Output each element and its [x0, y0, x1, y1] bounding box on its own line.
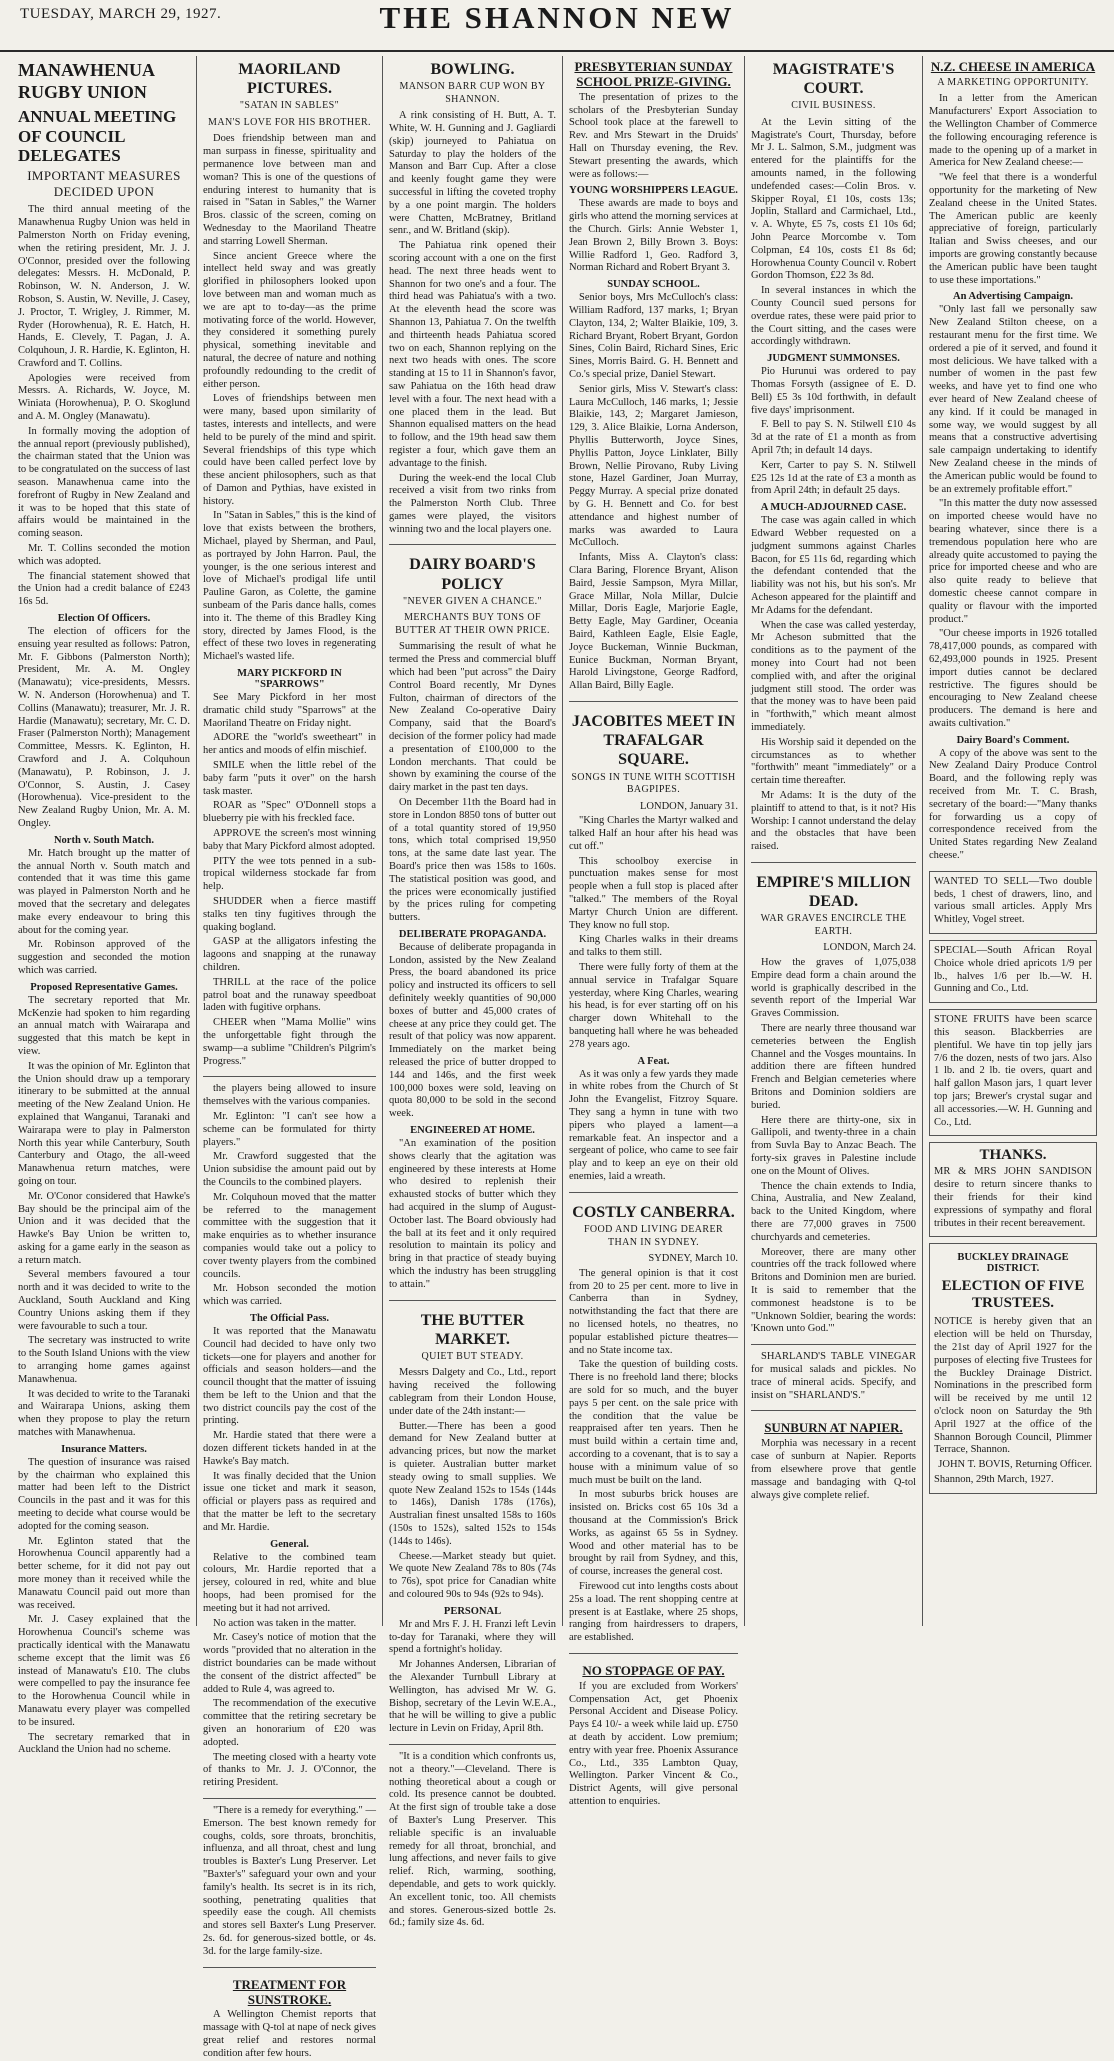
paragraph: Morphia was necessary in a recent case of sunburn at Napier. Reports from elsewhere prove that gentle massage and bandaging with Q-tol always give complete relief. — [751, 1438, 916, 1501]
paragraph: Kerr, Carter to pay S. N. Stilwell £25 12s 1d at the rate of £3 a month as from April 24th; in default 25 days. — [751, 459, 916, 497]
paragraph: The recommendation of the executive committee that the retiring secretary be given an honorarium of £20 was adopted. — [203, 1698, 376, 1748]
paragraph: Mr. Crawford suggested that the Union subsidise the amount paid out by the Councils to the combined players. — [203, 1151, 376, 1188]
rugby-union-article — [18, 60, 190, 1757]
column-2 — [197, 56, 383, 2059]
notice-signature: JOHN T. BOVIS, Returning Officer. — [938, 1459, 1092, 1471]
headline: JACOBITES MEET IN TRAFALGAR SQUARE. — [571, 712, 736, 769]
deck: "SATAN IN SABLES" — [239, 100, 340, 112]
column-1 — [12, 56, 197, 1756]
column-5 — [745, 56, 923, 1626]
classified-special-apricots — [929, 940, 1097, 1003]
paragraph: A copy of the above was sent to the New Zealand Dairy Produce Control Board, and the following reply was received from Mr. T. C. Brash, secretary of the board:—"Many thanks for forwarding us a copy of correspondence received from the United States regarding New Zealand cheese." — [929, 747, 1097, 862]
deck: MANSON BARR CUP WON BY SHANNON. — [399, 81, 546, 105]
paragraph: Mr. J. Casey explained that the Horowhenua Council's scheme was practically identical with the Manawatu scheme except that the limit was £6 instead of Manawatu's £10. The clubs were compelled to pay the insurance fee to the Horowhenua Council while in Manawatu every player was compelled to be insured. — [18, 1614, 190, 1728]
paragraph: It was decided to write to the Taranaki and Wairarapa Unions, asking them when they propose to play the return matches with Manawhenua. — [18, 1388, 190, 1439]
sunstroke-article — [203, 1967, 376, 2061]
section-heading: An Advertising Campaign. — [953, 291, 1073, 303]
paragraph: Infants, Miss A. Clayton's class: Clara Baring, Florence Bryant, Alison Baird, Jessie Sampson, Myra Millar, Grace Millar, Nola Millar, Dulcie Millar, Doris Eagle, Marjorie Eagle, Betty Eagle, May Gardiner, Oceania Baird, Kathleen Eagle, Elsie Eagle, Joyce Buckeman, Winnie Buckman, Eunice Buckman, Norman Bryant, Harold Livingstone, George Radford, Allan Baird, Billy Eagle. — [569, 552, 738, 692]
sunday-school-article — [569, 60, 738, 693]
deck: QUIET BUT STEADY. — [421, 1350, 524, 1362]
paragraph: Moreover, there are many other countries off the track followed where Britons and Dominion men are buried. It is said to remember that the commonest headstone is to be "Unknown Soldier, bearing the words: 'Known unto God.'" — [751, 1246, 916, 1335]
war-graves-article — [751, 862, 916, 1336]
paragraph: The question of insurance was raised by the chairman who explained this matter had been left to the District Councils in the past and it was for this meeting to decide what course would be adopted for the coming season. — [18, 1456, 190, 1532]
paragraph: It was the opinion of Mr. Eglinton that the Union should draw up a temporary itinerary to be submitted at the annual meeting of the New Zealand Union. He explained that Wanganui, Taranaki and Wairarapa were to play in Palmerston North this year while Canterbury, South Canterbury and Otago, the all-weed Manawhenua return matches, were going on tour. — [18, 1060, 190, 1187]
headline: BOWLING. — [430, 61, 515, 78]
baxters-advertisement — [389, 1744, 556, 1930]
paragraph: "In this matter the duty now assessed on imported cheese would have no bearing whatever, since there is a tremendous population here who are already quite accustomed to paying the price for imported cheese and who are also quite ready to believe that domestic cheese cannot compare in quality or flavour with the imported product." — [929, 498, 1097, 625]
section-heading: DELIBERATE PROPAGANDA. — [398, 928, 547, 940]
paragraph: Several members favoured a tour north and it was decided to write to the Auckland, South Auckland and King Country Unions asking them if they were favourable to such a tour. — [18, 1269, 190, 1332]
cheese-america-article — [929, 60, 1097, 863]
paragraph: Mr. Eglinton stated that the Horowhenua Council apparently had a better scheme, for it did not pay out more money than it received while the Manawatu Council paid out more than was received. — [18, 1535, 190, 1611]
paragraph: The secretary was instructed to write to the South Island Unions with the view to arranging home games against Manawhenua. — [18, 1335, 190, 1385]
column-6 — [923, 56, 1103, 1626]
paragraph: Because of deliberate propaganda in London, assisted by the New Zealand Press, the board abandoned its price policy and instructed its officers to sell definitely weekly quantities of 90,000 boxes of butter and 45,000 crates of cheese at any price they could get. The result of that policy was now apparent. Immediately on the market being released the price of butter dropped to 144 and 146s, and the first week 100,000 boxes were sold, leaving on quota 80,000 to be sold in the second week. — [389, 941, 556, 1120]
paragraph: Mr. Casey's notice of motion that the words "provided that no alteration in the district boundaries can be made without the consent of the district affected" be added to Rule 4, was agreed to. — [203, 1632, 376, 1695]
butter-market-article — [389, 1300, 556, 1736]
paragraph: In "Satan in Sables," this is the kind of love that exists between the brothers, Michael, played by Sherman, and Paul, as portrayed by John Harron. Paul, the younger, is the one serious interest and love of Michael's prodigal life until Pauline Garon, as Colette, the gamine sunbeam of the Paris dance halls, comes into it. The theme of this Bradley King story, directed by James Flood, is the effect of these two loves in regenerating Michael's wasted life. — [203, 510, 376, 663]
section-heading: North v. South Match. — [53, 834, 155, 846]
paragraph: It was finally decided that the Union issue one ticket and mark it season, official or players pass as required and that the matter be left to the secretary and Mr. Hardie. — [203, 1470, 376, 1533]
magistrates-court-article — [751, 60, 916, 854]
paragraph: Mr and Mrs F. J. H. Franzi left Levin to-day for Taranaki, where they will spend a fortnight's holiday. — [389, 1618, 556, 1656]
paragraph: The Pahiatua rink opened their scoring account with a one on the first head. The next three heads went to Shannon for two one's and a four. The third head was Pahiatua's with a two. At the eleventh head the score was Shannon 13, Pahiatua 7. On the twelfth and thirteenth heads Pahiatua scored two on each, Shannon replying on the next two heads with ones. The score standing at 15 to 11 in Shannon's favor, saw Pahiatua on the 16th head draw level with a four. The next head with a one placed them in the lead. But Shannon equalised matters on the head to follow, and the 19th head saw them register a four, which gave them an advantage to the finish. — [389, 240, 556, 469]
sunburn-article — [751, 1410, 916, 1502]
deck: CIVIL BUSINESS. — [791, 100, 876, 112]
paragraph: Loves of friendships between men were many, based upon similarity of tastes, interests and intellects, and were held to be purely of the mind and spirit. Several friendships of this type which could have been called perfect love by these ancient philosophers, such as that of Damon and Pythias, have existed in history. — [203, 393, 376, 507]
paragraph: The third annual meeting of the Manawhenua Rugby Union was held in Palmerston North on Friday evening, when the retiring president, Mr. J. J. O'Connor, presided over the following delegates: Messrs. H. McDonald, P. Robinson, W. N. Anderson, J. W. Robson, S. Austin, W. Neville, J. Casey, J. Proctor, T. Wrigley, J. Rimmer, M. Ryder (Horowhenua), R. E. Hatch, H. Hands, E. Clevely, T. Pagan, J. A. Colquhoun, J. R. Hardie, K. Eglinton, H. Crawford and T. Collins. — [18, 204, 190, 369]
paragraph: The election of officers for the ensuing year resulted as follows: Patron, Mr. F. Gibbons (Palmerston North); President, Mr. A. M. Ongley (Manawatu); vice-presidents, Messrs. W. N. Anderson (Horowhenua) and T. Collins (Manawatu); treasurer, Mr. J. R. Hardie (Manawatu); secretary, Mr. C. D. Fraser (Palmerston North); Management Committee, Messrs. K. Eglinton, H. Crawford and J. A. Colquhoun (Manawatu), P. Robinson, J. J. O'Connor, S. Austin, J. Casey (Horowhenua). Vice-president to the New Zealand Rugby Union, Mr. A. M. Ongley. — [18, 626, 190, 829]
paragraph: On December 11th the Board had in store in London 8850 tons of butter out of a total quantity stored of 19,950 tons, which total comprised 19,950 tons, at the same date last year. The Board's price then was 158s to 160s. The statistical position was good, and the prices were economically justified by the prices ruling for competing butters. — [389, 796, 556, 924]
deck: IMPORTANT MEASURES DECIDED UPON — [27, 167, 181, 200]
paragraph: Since ancient Greece where the intellect held sway and was greatly glorified in philosophers looked upon love between man and woman much as we are apt to to-day—as the prime motivating force of the world. However, they considered it something purely physical, something inevitable and natural, the decree of nature and nothing profoundly redounding to the credit of either person. — [203, 250, 376, 390]
paragraph: PITY the wee tots penned in a sub-tropical wilderness stockade far from help. — [203, 855, 376, 893]
deck: "NEVER GIVEN A CHANCE." — [402, 595, 543, 607]
paragraph: Thence the chain extends to India, China, Australia, and New Zealand, back to the United Kingdom, where there are 77,000 graves in 7500 churchyards and cemeteries. — [751, 1180, 916, 1243]
classified-wanted-to-sell — [929, 871, 1097, 934]
notice-title: THANKS. — [979, 1147, 1047, 1164]
dateline: SYDNEY, March 10. — [648, 1253, 738, 1264]
dairy-board-article — [389, 544, 556, 1291]
deck: A MARKETING OPPORTUNITY. — [937, 76, 1089, 88]
paragraph: SHUDDER when a fierce mastiff stalks ten tiny fugitives through the quaking bogland. — [203, 896, 376, 933]
paragraph: "Only last fall we personally saw New Zealand Stilton cheese, on a restaurant menu for the first time. We ordered a pie of it served, and found it most delicious. We have talked with a number of women in the past few weeks, and have yet to find one who ever heard of New Zealand cheese of any kind. If it could be managed in some way, we would suggest by all means that a constructive advertising sale campaign undertaking to identify New Zealand cheese in the minds of the American public would be found to be an extremely profitable effort." — [929, 304, 1097, 495]
paragraph: Mr Adams: It is the duty of the plaintiff to attend to that, is it not? His Worship: I cannot understand the delay and the obstacles that have been raised. — [751, 789, 916, 853]
paragraph: Take the question of building costs. There is no freehold land there; blocks are sold for so much, and the buyer pays 5 per cent. on the sale price with the condition that the value be reappraised after ten years. Then he must build within a certain time and, according to a covenant, that is to say a house with a minimum value of so much must be built on the land. — [569, 1359, 738, 1486]
paragraph: F. Bell to pay S. N. Stilwell £10 4s 3d at the rate of £1 a month as from April 7th; in default 14 days. — [751, 419, 916, 456]
paragraph: There were fully forty of them at the annual service in Trafalgar Square yesterday, where King Charles, wearing his head, is for ever starting off on his charger down Whitehall to the banqueting hall where he was beheaded 278 years ago. — [569, 962, 738, 1050]
paragraph: In most suburbs brick houses are insisted on. Bricks cost 65 10s 3d a thousand at the Commission's Brick Works, as against 65 5s in Sydney. Wood and other material has to be brought by rail from Sydney, and this, of course, increases the general cost. — [569, 1489, 738, 1578]
paragraph: The secretary reported that Mr. McKenzie had spoken to him regarding an annual match with Wairarapa and suggested that this match be kept in view. — [18, 994, 190, 1057]
baxters-advertisement — [203, 1798, 376, 1959]
notice-title: ELECTION OF FIVE TRUSTEES. — [941, 1278, 1085, 1312]
deck: FOOD AND LIVING DEARER THAN IN SYDNEY. — [583, 1224, 724, 1248]
paragraph: "Our cheese imports in 1926 totalled 78,417,000 pounds, as compared with 62,493,000 pounds in 1925. Present import duties cannot be declared restrictive. The figures should be encouraging to New Zealand cheese producers. The demand is here and awaits cultivation." — [929, 628, 1097, 729]
paragraph: Senior boys, Mrs McCulloch's class: William Radford, 137 marks, 1; Bryan Clayton, 134, 2; Walter Blaikie, 109, 3. Richard Bryant, Robert Bryant, Gordon Sines, Colin Baird, Richard Sines, Eric Sines, Morris Baird. G. H. Bennett and Co.'s special prize, Daniel Stewart. — [569, 292, 738, 381]
paragraph: Here there are thirty-one, six in Gallipoli, and twenty-three in a chain from Suvla Bay to Anzac Beach. The forty-six graves in Palestine include one on the Mount of Olives. — [751, 1114, 916, 1177]
paragraph: No action was taken in the matter. — [213, 1617, 357, 1629]
paragraph: In formally moving the adoption of the annual report (previously published), the chairman stated that the Union was to be congratulated on the success of last season. Manawhenua came into the forefront of Rugby in New Zealand and it was to be hoped that this state of affairs would be maintained in the coming season. — [18, 425, 190, 540]
headline: MANAWHENUA RUGBY UNION — [18, 60, 155, 102]
newspaper-title: THE SHANNON NEW — [379, 0, 735, 35]
thanks-notice — [929, 1142, 1097, 1237]
section-heading: YOUNG WORSHIPPERS LEAGUE. — [569, 185, 738, 197]
deck: WAR GRAVES ENCIRCLE THE EARTH. — [760, 913, 907, 937]
deck: SONGS IN TUNE WITH SCOTTISH BAGPIPES. — [571, 771, 736, 795]
paragraph: The general opinion is that it cost from 20 to 25 per cent. more to live in Canberra than in Sydney, notwithstanding the fact that there are no licensed hotels, no theatres, no popular established picture theatres—and no State income tax. — [569, 1267, 738, 1356]
dateline: LONDON, January 31. — [640, 800, 738, 812]
paragraph: During the week-end the local Club received a visit from two rinks from the Palmerston North Club. Three games were played, the visitors winning two and the local players one. — [389, 472, 556, 535]
paragraph: ROAR as "Spec" O'Donnell stops a blueberry pie with his freckled face. — [203, 800, 376, 825]
paragraph: At the Levin sitting of the Magistrate's Court, Thursday, before Mr J. L. Salmon, S.M., judgment was entered for the plaintiffs for the amounts named, in the following undefended cases:—Colin Bros. v. Skipper Royal, £1 10s, costs 13s; Joplin, Stallard and Carmichael, Ltd., v. A. Whyte, £5 7s, costs £1 10s 6d; John Pearce Morcombe v. Tom Colpman, £4 10s, costs £1 8s 6d; Horowhenua County Council v. Robert Gordon Thomson, £22 3s 8d. — [751, 116, 916, 282]
paragraph: "We feel that there is a wonderful opportunity for the marketing of New Zealand cheese in the United States. The American public are keenly appreciative of foreign, particularly Italian and Swiss cheeses, and our imports are growing constantly because the American public have been taught to use these importations." — [929, 172, 1097, 286]
headline: PRESBYTERIAN SUNDAY SCHOOL PRIZE-GIVING. — [574, 59, 733, 89]
paragraph: CHEER when "Mama Mollie" wins the unforgettable fight through the swamp—a sublime "Children's Pilgrim's Progress." — [203, 1017, 376, 1067]
paragraph: Firewood cut into lengths costs about 25s a load. The rent shopping centre at present is at Eastlake, where 25 shops, ranging from hairdressers to drapers, are established. — [569, 1580, 738, 1644]
rugby-continued-article — [203, 1076, 376, 1790]
paragraph: Mr. Hobson seconded the motion which was carried. — [203, 1283, 376, 1308]
paragraph: ADORE the "world's sweetheart" in her antics and moods of elfin mischief. — [203, 732, 376, 757]
paragraph: SMILE when the little rebel of the baby farm "puts it over" on the harsh task master. — [203, 760, 376, 797]
section-heading: JUDGMENT SUMMONSES. — [767, 353, 900, 365]
paragraph: Messrs Dalgety and Co., Ltd., report having received the following cablegram from their London House, under date of the 24th instant:— — [389, 1367, 556, 1417]
paragraph: Mr. Hardie stated that there were a dozen different tickets handed in at the Hawke's Bay match. — [203, 1430, 376, 1467]
paragraph: Mr. Robinson approved of the suggestion and seconded the motion which was carried. — [18, 939, 190, 976]
paragraph: the players being allowed to insure themselves with the various companies. — [203, 1083, 376, 1108]
paragraph: Butter.—There has been a good demand for New Zealand butter at advancing prices, but now the market is quieter. Australian butter market steady owing to small supplies. We quote New Zealand 152s to 154s (144s to 146s), Danish 178s (176s), Australian finest unsalted 158s to 160s (150s to 152s), salted 152s to 154s (144s to 146s). — [389, 1420, 556, 1547]
headline: TREATMENT FOR SUNSTROKE. — [232, 1976, 347, 2007]
headline: MAORILAND PICTURES. — [238, 61, 341, 98]
notice-text: MR & MRS JOHN SANDISON desire to return sincere thanks to their friends for their kind expressions of sympathy and floral tributes in their recent bereavement. — [934, 1166, 1092, 1229]
canberra-article — [569, 1192, 738, 1645]
section-heading: Insurance Matters. — [61, 1443, 147, 1455]
headline: EMPIRE'S MILLION DEAD. — [756, 873, 911, 911]
paragraph: See Mary Pickford in her most dramatic child study "Sparrows" at the Maoriland Theatre on Friday night. — [203, 692, 376, 729]
paragraph: Senior girls, Miss V. Stewart's class: Laura McCulloch, 146 marks, 1; Jessie Blaikie, 143, 2; Margaret Jamieson, 129, 3. Alice Blaikie, Lorna Anderson, Phyllis Butterworth, Joyce Sines, Phyllis Patton, Joyce Linklater, Billy Brown, Nellie Pirovano, Ruby Living stone, Hazel Gardiner, Joan Murray, Peggy Murray. A special prize donated by G. H. Bennett and Co. for best attendance and highest number of marks was awarded to Laura McCulloch. — [569, 383, 738, 549]
paragraph: A Wellington Chemist reports that massage with Q-tol at nape of neck gives great relief and restores normal condition after few hours. — [203, 2009, 376, 2059]
paragraph: GASP at the alligators infesting the lagoons and snapping at the runaway children. — [203, 936, 376, 973]
paragraph: Mr. O'Conor considered that Hawke's Bay should be the principal aim of the Union and it was decided that the Hawke's Bay Union be written to, asking for a game early in the season as a return match. — [18, 1190, 190, 1266]
paragraph: Mr Johannes Andersen, Librarian of the Alexander Turnbull Library at Wellington, has advised Mr W. G. Bishop, secretary of the Levin W.E.A., that he will be willing to give a public lecture in Levin on Friday, April 8th. — [389, 1659, 556, 1735]
section-heading: Dairy Board's Comment. — [956, 734, 1070, 746]
headline: MAGISTRATE'S COURT. — [772, 61, 895, 98]
notice-date: Shannon, 29th March, 1927. — [934, 1473, 1054, 1485]
advertisement-text: If you are excluded from Workers' Compensation Act, get Phoenix Personal Accident and Disease Policy. Pays £4 10/- a week while laid up. £750 at death by accident. Low premium; entry with year free. Phoenix Assurance Co., Ltd., 335 Lambton Quay, Wellington. Parker Vincent & Co., District Agents, will give personal attention to enquiries. — [569, 1680, 738, 1808]
advertisement-text: "There is a remedy for everything." —Emerson. The best known remedy for coughs, colds, sore throats, bronchitis, influenza, and all throat, chest and lung troubles is Baxter's Lung Preserver. Let "Baxter's" safeguard your own and your family's health. Its secret is in its rich, soothing, penetrating qualities that speedily ease the cough. All chemists and stores sell Baxter's Lung Preserver. 2s. 6d. for generous-sized bottle, or 4s. 3d. for the large family-size. — [203, 1805, 376, 1957]
paragraph: King Charles walks in their dreams and talks to them still. — [569, 934, 738, 959]
section-heading: General. — [270, 1538, 309, 1550]
paragraph: It was reported that the Manawatu Council had decided to have only two tickets—one for players and another for officials and season holders—and the council thought that the matter of issuing them be left to the Union and that the two district councils pay the cost of the printing. — [203, 1325, 376, 1427]
paragraph: Mr. T. Collins seconded the motion which was adopted. — [18, 543, 190, 567]
paragraph: When the case was called yesterday, Mr Acheson submitted that the conditions as to the payment of the money into Court had not been complied with, and after the original judgment still stood. The order was that the money was to have been paid in "forthwith," which meant almost immediately. — [751, 619, 916, 733]
section-heading: The Official Pass. — [249, 1312, 330, 1324]
paragraph: Mr. Eglinton: "I can't see how a scheme can be formulated for thirty players." — [203, 1110, 376, 1148]
column-4 — [563, 56, 745, 1808]
headline: NO STOPPAGE OF PAY. — [582, 1662, 725, 1678]
paragraph: Mr. Hatch brought up the matter of the annual North v. South match and contended that it was time this game was played in Palmerston North and he moved that the secretary and delegates make every endeavour to bring this about for the coming year. — [18, 847, 190, 936]
sharlands-advertisement — [751, 1344, 916, 1402]
advertisement-text: SHARLAND'S TABLE VINEGAR for musical salads and pickles. No trace of mineral acids. Specify, and insist on "SHARLAND'S." — [751, 1351, 916, 1401]
paragraph: This schoolboy exercise in punctuation makes sense for most people when a full stop is placed after "talked." The members of the Royal Martyr Church Union are different. They know no full stop. — [569, 855, 738, 931]
paragraph: In several instances in which the County Council sued persons for overdue rates, these were paid prior to the Court sitting, and the cases were accordingly withdrawn. — [751, 285, 916, 348]
column-3 — [383, 56, 563, 1929]
paragraph: Mr. Colquhoun moved that the matter be referred to the management committee with the suggestion that it make enquiries as to whether insurance companies would take out a policy to cover twenty players from the combined councils. — [203, 1191, 376, 1280]
classified-text: WANTED TO SELL—Two double beds, 1 chest of drawers, lino, and various small articles. Apply Mrs Whitley, Vogel street. — [934, 875, 1092, 926]
paragraph: How the graves of 1,075,038 Empire dead form a chain around the world is graphically described in the seventh report of the Imperial War Graves Commission. — [751, 957, 916, 1020]
paragraph: Does friendship between man and man surpass in finesse, spirituality and permanence love between man and woman? This is one of the questions of enduring interest to humanity that is raised in "Satan in Sables," the Warner Bros. classic of the screen, coming on Wednesday to the Maoriland Theatre and starring Lowell Sherman. — [203, 133, 376, 247]
paragraph: Cheese.—Market steady but quiet. We quote New Zealand 78s to 80s (74s to 76s), spot price for Canadian white and coloured 90s to 94s (92s to 94s). — [389, 1550, 556, 1601]
issue-date: TUESDAY, MARCH 29, 1927. — [20, 6, 222, 22]
notice-organisation: BUCKLEY DRAINAGE DISTRICT. — [957, 1252, 1069, 1275]
paragraph: There are nearly three thousand war cemeteries between the English Channel and the Vosges mountains. In addition there are fifteen hundred French and Belgian cemeteries where Britons and Dominion soldiers are buried. — [751, 1023, 916, 1111]
paragraph: THRILL at the race of the police patrol boat and the runaway speedboat laden with fugitive orphans. — [203, 976, 376, 1014]
dateline: LONDON, March 24. — [823, 942, 916, 954]
section-heading: Election Of Officers. — [57, 613, 151, 625]
subhead: ANNUAL MEETING OF COUNCIL DELEGATES — [18, 107, 177, 166]
paragraph: Relative to the combined team colours, Mr. Hardie reported that a jersey, coloured in red, white and blue hoops, had been promised for the meeting but it had not arrived. — [203, 1551, 376, 1614]
headline: SUNBURN AT NAPIER. — [764, 1420, 903, 1436]
section-heading: A MUCH-ADJOURNED CASE. — [760, 502, 907, 514]
election-notice — [929, 1243, 1097, 1493]
masthead — [0, 0, 1114, 52]
classified-stone-fruits — [929, 1009, 1097, 1136]
paragraph: These awards are made to boys and girls who attend the morning services at the Church. Girls: Annie Webster 1, Jean Brown 2, Billy Brown 3. Boys: Willie Radford 1, Geo. Radford 3, Norman Richard and Robert Bryant 3. — [569, 198, 738, 274]
paragraph: Summarising the result of what he termed the Press and commercial bluff which had been "put across" the Dairy Control Board recently, Mr Dynes Fulton, chairman of directors of the New Zealand Co-operative Dairy Company, said that the Board's decision of the former policy had made a presentation of £100,000 to the London merchants. That could be shown by examining the course of the dairy market in the past ten days. — [389, 641, 556, 794]
jacobites-article — [569, 701, 738, 1184]
maoriland-pictures-article — [203, 60, 376, 1068]
section-heading: SUNDAY SCHOOL. — [607, 279, 700, 291]
paragraph: As it was only a few yards they made in white robes from the Church of St John the Evangelist, Fitzroy Square. They sang a hymn in tune with two pipers who played a lament—a remarkable feat. An inspector and a sergeant of police, who came to see fair play and to keep an eye on their old enemies, laid a wreath. — [569, 1068, 738, 1183]
paragraph: The meeting closed with a hearty vote of thanks to Mr. J. J. O'Connor, the retiring President. — [203, 1751, 376, 1789]
section-heading: Proposed Representative Games. — [30, 981, 178, 993]
paragraph: The secretary remarked that in Auckland the Union had no scheme. — [18, 1731, 190, 1756]
paragraph: His Worship said it depended on the circumstances as to whether "forthwith" meant "immediately" or a certain time thereafter. — [751, 736, 916, 787]
page-columns — [0, 56, 1114, 2059]
section-heading: PERSONAL — [443, 1605, 502, 1617]
headline: THE BUTTER MARKET. — [420, 1311, 525, 1348]
classified-text: STONE FRUITS have been scarce this season. Blackberries are plentiful. We have tin top jelly jars 7/6 the dozen, nests of two jars. Also 1 lb. and 2 lb. tie overs, quart and half gallon Mason jars, 1 quart lever top jars; Brewer's crystal sugar and all accessories.—W. H. Gunning and Co., Ltd. — [934, 1014, 1092, 1128]
paragraph: In a letter from the American Manufacturers' Export Association to the Wellington Chamber of Commerce the following encouraging reference is made to the opening up of a market in America for New Zealand cheese:— — [929, 93, 1097, 169]
phoenix-advertisement — [569, 1653, 738, 1809]
headline: DAIRY BOARD'S POLICY — [409, 556, 536, 593]
paragraph: APPROVE the screen's most winning baby that Mary Pickford almost adopted. — [203, 828, 376, 852]
paragraph: Pio Hurunui was ordered to pay Thomas Forsyth (assignee of E. D. Bell) £5 3s 10d forthwith, in default five days' imprisonment. — [751, 366, 916, 416]
headline: COSTLY CANBERRA. — [572, 1203, 735, 1221]
paragraph: The financial statement showed that the Union had a credit balance of £243 16s 5d. — [18, 570, 190, 608]
classified-text: SPECIAL—South African Royal Choice whole dried apricots 1/9 per lb., halves 1/6 per lb.—W. H. Gunning and Co., Ltd. — [934, 945, 1092, 995]
notice-text: NOTICE is hereby given that an election will be held on Thursday, the 21st day of April 1927 for the purposes of electing five Trustees for the Buckley Drainage District. Nominations in the prescribed form will be received by me until 12 o'clock noon on Saturday the 9th April 1927 at the office of the Shannon Borough Council, Plimmer Terrace, Shannon. — [934, 1316, 1092, 1456]
section-heading: MARY PICKFORD IN "SPARROWS" — [237, 668, 342, 691]
section-heading: A Feat. — [637, 1055, 670, 1067]
advertisement-text: "It is a condition which confronts us, not a theory."—Cleveland. There is nothing theoretical about a cough or cold. Its presence cannot be doubted. At the first sign of trouble take a dose of Baxter's Lung Preserver. This reliable specific is an invaluable remedy for all throat, bronchial, and lung affections, and never fails to give relief. Rich, warming, soothing, dependable, and gets to work quickly. An excellent tonic, too. All chemists and stores. Generous-sized bottle 2s. 6d.; family size 4s. 6d. — [389, 1751, 556, 1929]
paragraph: "King Charles the Martyr walked and talked Half an hour after his head was cut off." — [569, 815, 738, 852]
paragraph: A rink consisting of H. Butt, A. T. White, W. H. Gunning and J. Gagliardi (skip) journeyed to Pahiatua on Saturday to play the holders of the Manson and Barr Cup. After a close and keenly fought game they were successful in lifting the coveted trophy by a one point margin. The holders were Chatten, McBratney, Britland senr., and W. Britland (skip). — [389, 110, 556, 237]
paragraph: The case was again called in which Edward Webber requested on a judgment summons against Charles Bacon, for £5 11s 6d, regarding which the defendant contended that the liability was not his, but his son's. Mr Acheson appeared for the plaintiff and Mr Adams for the defendant. — [751, 515, 916, 616]
bowling-article — [389, 60, 556, 536]
headline: N.Z. CHEESE IN AMERICA — [930, 59, 1096, 74]
paragraph: "An examination of the position shows clearly that the agitation was engineered by these interests at Home who desired to replenish their exhausted stocks of butter which they had acquired in the slump of August-October last. The Board obviously had the ball at its feet and it only required resolution to maintain its policy and bring in that practice of steady buying which the industry has been struggling to attain." — [389, 1138, 556, 1290]
sub-deck: MERCHANTS BUY TONS OF BUTTER AT THEIR OWN PRICE. — [395, 612, 550, 636]
paragraph: The presentation of prizes to the scholars of the Presbyterian Sunday School took place at the farewell to Rev. and Mrs Stewart in the Druids' Hall on Thursday evening, the Rev. Stewart presenting the awards, which were as follows:— — [569, 91, 738, 180]
sub-deck: MAN'S LOVE FOR HIS BROTHER. — [208, 116, 371, 128]
paragraph: Apologies were received from Messrs. A. Richards, W. Joyce, M. Winiata (Horowhenua), P. O. Skoglund and A. M. Ongley (Manawatu). — [18, 372, 190, 423]
section-heading: ENGINEERED AT HOME. — [410, 1125, 535, 1137]
